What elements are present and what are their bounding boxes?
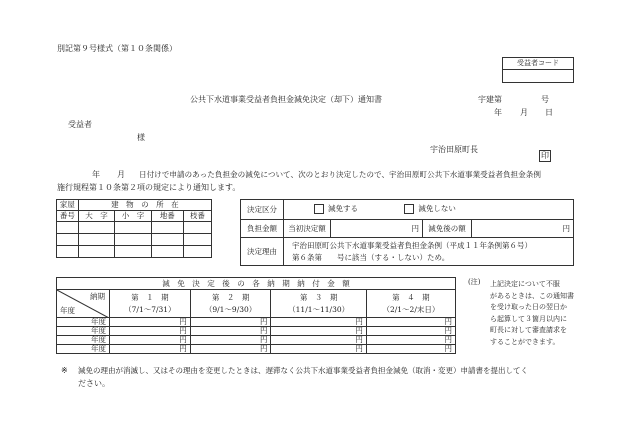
division-label: 決定区分: [241, 200, 284, 220]
recipient-label: 受益者: [68, 120, 92, 129]
doc-number-prefix: 宇建第: [478, 95, 502, 104]
table-row: 年度 円 円 円 円: [57, 318, 456, 327]
amount-label: 負担金額: [241, 220, 284, 238]
option-not-reduce[interactable]: 減免しない: [404, 204, 456, 214]
table-row: [57, 234, 212, 246]
header-number: 番号: [57, 211, 79, 222]
col-chiban: 地番: [151, 211, 183, 222]
note-label: (注): [468, 278, 481, 286]
col-edaban: 枝番: [183, 211, 211, 222]
form-number: 別記第９号様式（第１０条関係）: [57, 44, 177, 53]
division-options: [284, 200, 574, 220]
period-3: 第 ３ 期 （11/1〜11/30）: [271, 290, 366, 318]
reason-label: 決定理由: [241, 238, 284, 266]
table-row: [57, 246, 212, 258]
table-row: [57, 222, 212, 234]
table-row: 年度 円 円 円 円: [57, 327, 456, 336]
recipient-code-label: 受益者コード: [503, 58, 574, 70]
decision-table: [240, 199, 574, 266]
footer-line1: 減免の理由が消滅し、又はその理由を変更したときは、遅滞なく公共下水道事業受益者負担金減免（取消・変更）申請書を提出してく: [78, 366, 528, 375]
payment-table: [56, 277, 456, 354]
initial-amount-label: 当初決定額: [284, 220, 331, 238]
checkbox-icon[interactable]: [314, 204, 324, 214]
doc-number-suffix: 号: [541, 95, 549, 104]
date-year: 年: [494, 108, 502, 117]
period-2: 第 ２ 期 （9/1〜9/30）: [190, 290, 271, 318]
header-location: 建 物 の 所 在: [78, 200, 211, 211]
header-house: 家屋: [57, 200, 79, 211]
payment-table-title: 減 免 決 定 後 の 各 納 期 納 付 金 額: [57, 278, 456, 290]
issuer-name: 宇治田原町長: [430, 145, 478, 154]
table-row: 年度 円 円 円 円: [57, 345, 456, 354]
recipient-code-box: [502, 57, 574, 83]
seal-mark: 印: [541, 151, 549, 160]
property-table: [56, 199, 212, 258]
col-koaza: 小 字: [115, 211, 151, 222]
body-text-line1: 日付けで申請のあった負担金の減免について、次のとおり決定したので、宇治田原町公共下水道事業受益者負担金条例: [139, 170, 541, 179]
checkbox-icon[interactable]: [404, 204, 414, 214]
date-day: 日: [545, 108, 553, 117]
note-text: 上記決定について不服 があるときは、この通知書 を受け取った日の翌日か ら起算して３箇月以内に 町長に対して審査請求を することができます。: [490, 280, 574, 346]
date-month: 月: [520, 108, 528, 117]
footer-mark: ※: [61, 366, 68, 375]
table-row: 年度 円 円 円 円: [57, 336, 456, 345]
recipient-code-value[interactable]: [503, 70, 574, 83]
period-year-header: 納期 年度: [57, 290, 110, 318]
initial-amount-yen: 円: [331, 220, 423, 238]
reason-text: 宇治田原町公共下水道事業受益者負担金条例（平成１１年条例第６号） 第６条第 号に該当（する・しない）ため。: [284, 238, 574, 266]
document-title: 公共下水道事業受益者負担金減免決定（却下）通知書: [190, 95, 382, 104]
after-amount-label: 減免後の額: [423, 220, 472, 238]
option-reduce[interactable]: 減免する: [314, 204, 358, 214]
after-amount-yen: 円: [472, 220, 574, 238]
period-4: 第 ４ 期 （2/1〜2/末日）: [366, 290, 455, 318]
body-month: 月: [117, 170, 125, 179]
body-year: 年: [92, 170, 100, 179]
col-oaza: 大 字: [78, 211, 114, 222]
honorific: 様: [137, 133, 145, 142]
footer-line2: ださい。: [78, 379, 110, 388]
body-text-line2: 施行規程第１０条第２項の規定により通知します。: [57, 183, 241, 192]
period-1: 第 １ 期 （7/1〜7/31）: [110, 290, 191, 318]
